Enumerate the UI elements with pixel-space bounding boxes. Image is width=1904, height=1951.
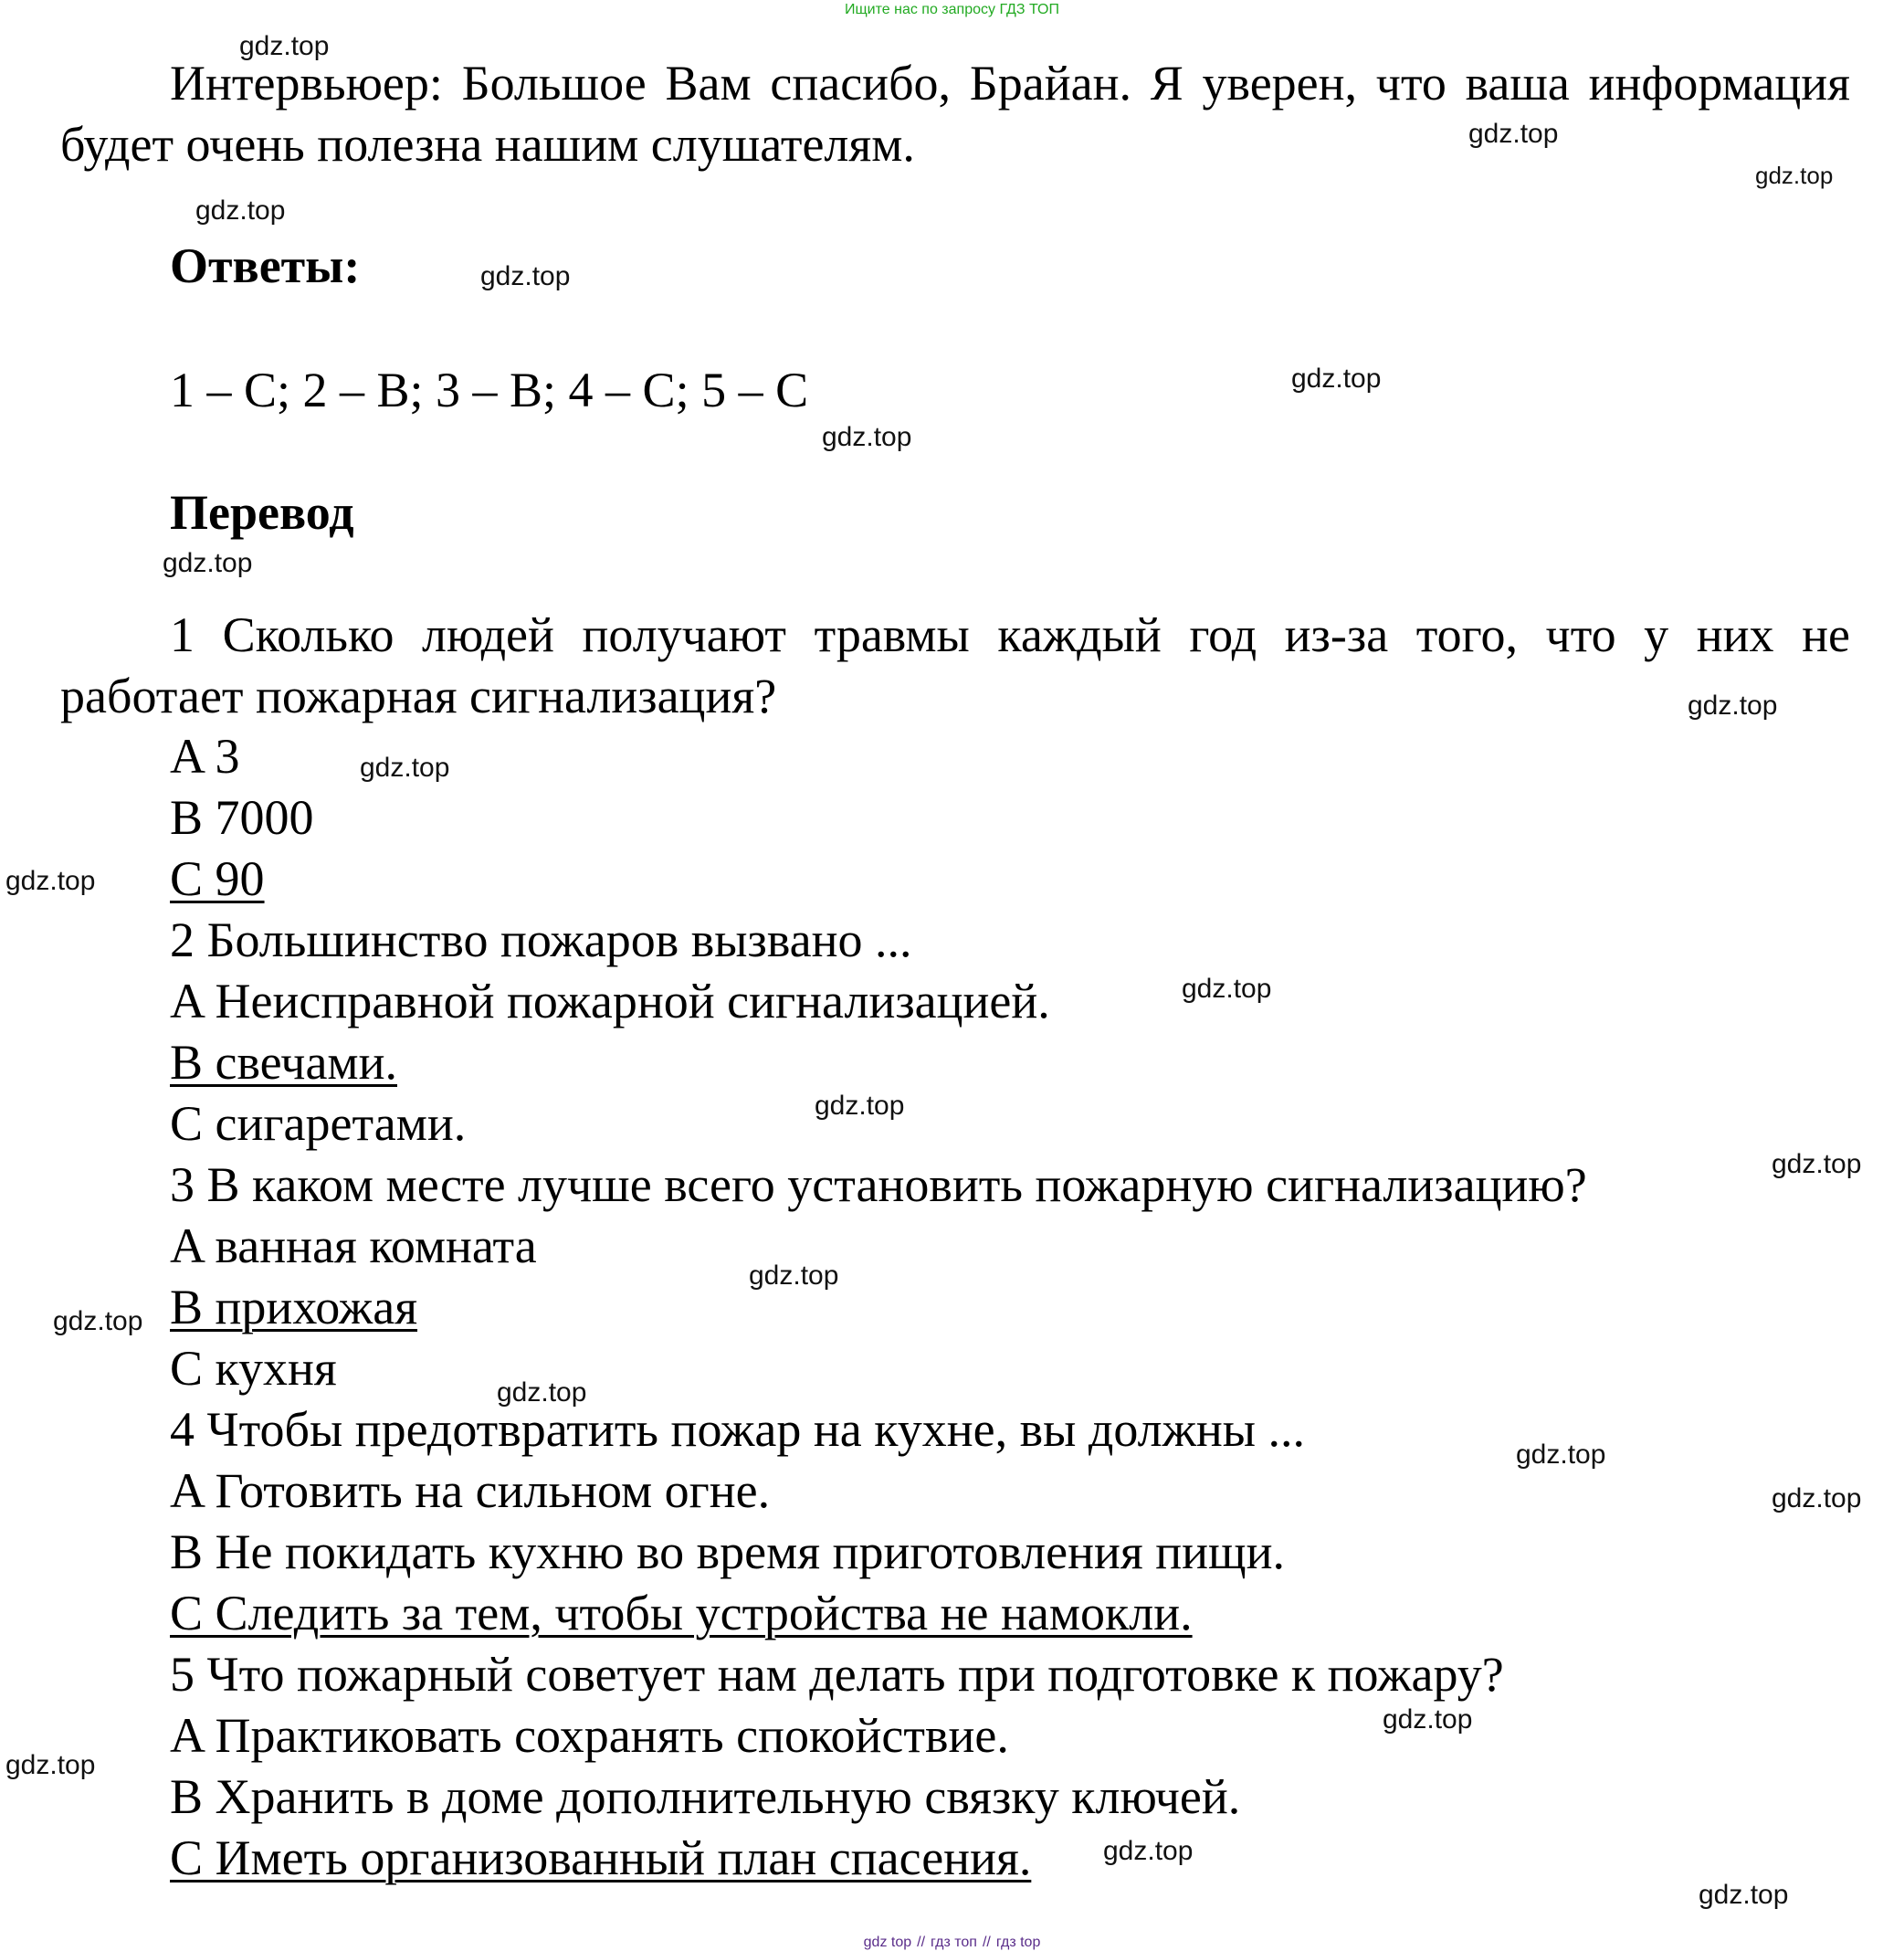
translation-heading: Перевод [170,485,354,540]
watermark: gdz.top [1182,974,1272,1004]
watermark: gdz.top [1383,1704,1473,1735]
q5-option-a: A Практиковать сохранять спокойствие. [170,1708,1009,1763]
q3-option-a: A ванная комната [170,1218,537,1273]
q4-option-b: B Не покидать кухню во время приготовления пищи. [170,1524,1285,1579]
q5-option-b: B Хранить в доме дополнительную связку ключей. [170,1769,1241,1824]
q5-question: 5 Что пожарный советует нам делать при подготовке к пожару? [170,1647,1504,1702]
watermark: gdz.top [239,31,330,61]
watermark: gdz.top [5,866,96,896]
footer-separator: // [982,1935,991,1950]
q4-option-c: C Следить за тем, чтобы устройства не намокли. [170,1586,1193,1640]
answers-heading: Ответы: [170,238,361,293]
q4-option-a: A Готовить на сильном огне. [170,1463,771,1518]
watermark: gdz.top [1699,1880,1789,1910]
q3-question: 3 В каком месте лучше всего установить пожарную сигнализацию? [170,1157,1587,1212]
q1-option-a: A 3 [170,729,240,784]
watermark: gdz.top [815,1091,905,1121]
watermark: gdz.top [1516,1440,1606,1470]
footer-separator: // [917,1935,926,1950]
q2-option-c: C сигаретами. [170,1096,467,1151]
watermark: gdz.top [749,1260,839,1291]
watermark: gdz.top [195,195,286,226]
watermark: gdz.top [1688,691,1778,721]
watermark: gdz.top [53,1306,143,1336]
watermark: gdz.top [360,753,450,783]
q2-question: 2 Большинство пожаров вызвано ... [170,912,912,967]
q1-option-c: C 90 [170,851,265,906]
q3-option-b: B прихожая [170,1280,418,1334]
q1-option-b: B 7000 [170,790,314,845]
footer-link-gdz-top[interactable]: gdz top [863,1935,912,1950]
watermark: gdz.top [480,261,571,291]
top-banner: Ищите нас по запросу ГДЗ ТОП [845,2,1059,17]
watermark: gdz.top [822,422,912,452]
footer-links [0,1935,1904,1951]
q1-question: 1 Сколько людей получают травмы каждый год из-за того, что у них не работает пожарная сигнализация? [60,607,1850,723]
watermark: gdz.top [5,1750,96,1780]
footer-link-gdz-top-ru[interactable]: гдз топ [931,1935,977,1950]
watermark: gdz.top [163,548,253,578]
answers-line: 1 – C; 2 – B; 3 – B; 4 – C; 5 – C [170,363,809,417]
footer-link-gdz-top-mixed[interactable]: гдз top [995,1935,1041,1950]
q3-option-c: C кухня [170,1341,337,1396]
watermark: gdz.top [1291,364,1382,394]
q4-question: 4 Чтобы предотвратить пожар на кухне, вы должны ... [170,1402,1306,1457]
intro-paragraph: Интервьюер: Большое Вам спасибо, Брайан. Я уверен, что ваша информация будет очень полезна нашим слушателям. [60,56,1850,172]
q2-option-b: B свечами. [170,1035,397,1090]
watermark: gdz.top [1772,1483,1862,1513]
watermark: gdz.top [1772,1149,1862,1179]
watermark: gdz.top [1103,1836,1194,1866]
watermark: gdz.top [1468,119,1559,149]
q2-option-a: A Неисправной пожарной сигнализацией. [170,974,1050,1028]
watermark: gdz.top [497,1377,587,1408]
watermark: gdz.top [1755,162,1834,189]
q5-option-c: C Иметь организованный план спасения. [170,1830,1032,1885]
